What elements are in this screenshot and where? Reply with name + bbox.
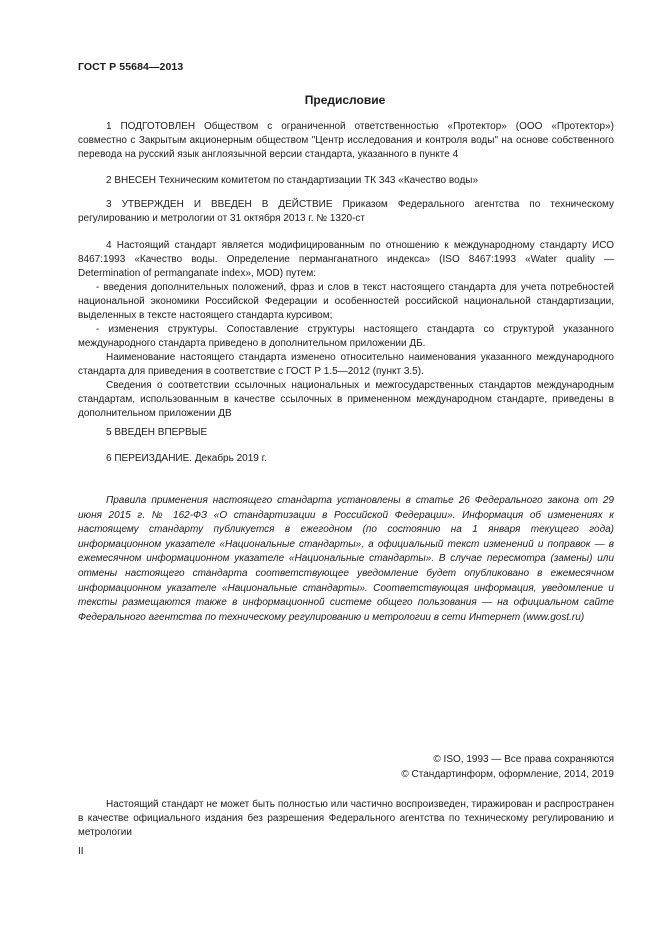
copyright-iso: © ISO, 1993 — Все права сохраняются [433,754,614,765]
page-number: II [78,846,84,857]
item-4-intro: 4 Настоящий стандарт является модифицированным по отношению к международному стандарту ИСО 8467:1993 «Качество воды. Определение перманганатного индекса» (ISO 8467:1993 «Water quality — Determination of permanganate index», MOD) путем: [78,240,614,279]
item-4-name-change: Наименование настоящего стандарта изменено относительно наименования указанного международного стандарта для приведения в соответствие с ГОСТ Р 1.5—2012 (пункт 3.5). [78,352,614,377]
item-3-text: 3 УТВЕРЖДЕН И ВВЕДЕН В ДЕЙСТВИЕ Приказом Федерального агентства по техническому регулированию и метрологии от 31 октября 2013 г. № 1320-ст [78,199,614,224]
foreword-item-2: 2 ВНЕСЕН Техническим комитетом по стандартизации ТК 343 «Качество воды» [106,175,479,186]
foreword-title: Предисловие [304,93,386,107]
item-1-text: 1 ПОДГОТОВЛЕН Обществом с ограниченной ответственностью «Протектор» (ООО «Протектор») совместно с Закрытым акционерным обществом "Центр исследования и контроля воды" на основе собственного перевода на русский язык англоязычной версии стандарта, указанного в пункте 4 [78,121,614,160]
copyright-standartinform: © Стандартинформ, оформление, 2014, 2019 [401,769,614,780]
item-4-dash-1: - введения дополнительных положений, фраз и слов в текст настоящего стандарта для учета потребностей национальной экономики Российской Федерации и особенностей российской национальной стандартизации, выделенных в тексте настоящего стандарта курсивом; [78,282,614,321]
foreword-item-5: 5 ВВЕДЕН ВПЕРВЫЕ [106,427,208,438]
standard-code-header: ГОСТ Р 55684—2013 [78,61,184,73]
item-4-dash-2: - изменения структуры. Сопоставление структуры настоящего стандарта со структурой указанного международного стандарта приведено в дополнительном приложении ДБ. [78,324,614,349]
foreword-item-3 [78,198,614,226]
application-rules-notice: Правила применения настоящего стандарта установлены в статье 26 Федерального закона от 29 июня 2015 г. № 162-ФЗ «О стандартизации в Российской Федерации». Информация об изменениях к настоящему стандарту публикуется в ежегодном (по состоянию на 1 января текущего года) информационном указателе «Национальные стандарты», а официальный текст изменений и поправок — в ежемесячном информационном указателе «Национальные стандарты». В случае пересмотра (замены) или отмены настоящего стандарта соответствующее уведомление будет опубликовано в ежемесячном информационном указателе «Национальные стандарты». Соответствующая информация, уведомление и тексты размещаются также в информационной системе общего пользования — на официальном сайте Федерального агентства по техническому регулированию и метрологии в сети Интернет (www.gost.ru) [78,495,614,623]
reproduction-notice [78,798,614,840]
foreword-item-4 [78,239,614,421]
reproduction-notice-text: Настоящий стандарт не может быть полностью или частично воспроизведен, тиражирован и распространен в качестве официального издания без разрешения Федерального агентства по техническому регулированию и метрологии [78,799,614,838]
foreword-item-1 [78,120,614,162]
item-4-references: Сведения о соответствии ссылочных национальных и межгосударственных стандартов международным стандартам, использованным в качестве ссылочных в примененном международном стандарте, приведены в дополнительном приложении ДВ [78,380,614,419]
foreword-item-6: 6 ПЕРЕИЗДАНИЕ. Декабрь 2019 г. [106,453,267,464]
